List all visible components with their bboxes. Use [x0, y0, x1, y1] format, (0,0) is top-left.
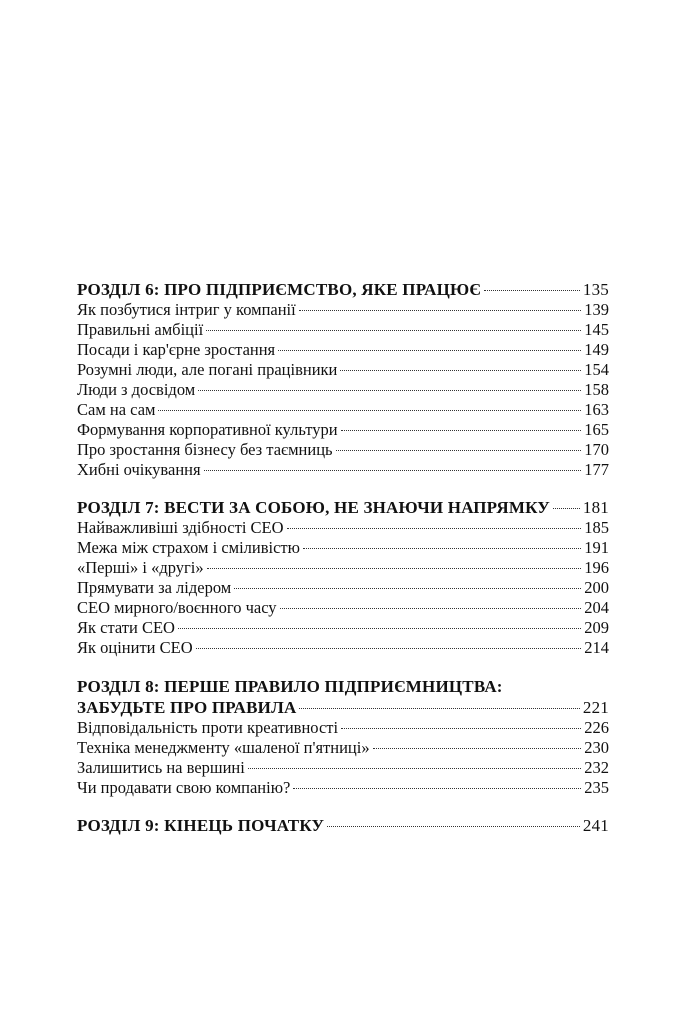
dot-leader: [207, 568, 582, 569]
page-number: 177: [584, 460, 609, 479]
page-number: 145: [584, 320, 609, 339]
table-of-contents: [77, 280, 609, 854]
chapter-heading: [77, 816, 609, 836]
dot-leader: [158, 410, 581, 411]
toc-entry: [77, 420, 609, 440]
chapter-heading-line-1: [77, 676, 609, 698]
page-number: 209: [584, 618, 609, 637]
page-number: 196: [584, 558, 609, 577]
entry-title: Розумні люди, але погані працівники: [77, 360, 338, 379]
toc-entry: [77, 558, 609, 578]
chapter-heading: [77, 698, 609, 718]
toc-entry: [77, 300, 609, 320]
section-chapter-6: [77, 280, 609, 480]
toc-entry: [77, 320, 609, 340]
entry-title: Як позбутися інтриг у компанії: [77, 300, 296, 319]
page-number: 149: [584, 340, 609, 359]
toc-entry: [77, 460, 609, 480]
entry-title: Люди з досвідом: [77, 380, 196, 399]
page-number: 185: [584, 518, 609, 537]
toc-entry: [77, 618, 609, 638]
dot-leader: [204, 470, 582, 471]
dot-leader: [340, 370, 581, 371]
page-number: 158: [584, 380, 609, 399]
dot-leader: [303, 548, 581, 549]
chapter-heading: [77, 498, 609, 518]
dot-leader: [341, 728, 581, 729]
page-number: 230: [584, 738, 609, 757]
chapter-title-first-line: РОЗДІЛ 8: ПЕРШЕ ПРАВИЛО ПІДПРИЄМНИЦТВА:: [77, 677, 503, 696]
entry-title: Формування корпоративної культури: [77, 420, 338, 439]
entry-title: Про зростання бізнесу без таємниць: [77, 440, 333, 459]
dot-leader: [178, 628, 581, 629]
dot-leader: [196, 648, 582, 649]
page-number: 214: [584, 638, 609, 657]
toc-entry: [77, 638, 609, 658]
page-number: 241: [582, 816, 609, 835]
entry-title: Як стати CEO: [77, 618, 175, 637]
entry-title: CEO мирного/воєнного часу: [77, 598, 277, 617]
toc-entry: [77, 538, 609, 558]
page-number: 165: [584, 420, 609, 439]
dot-leader: [287, 528, 582, 529]
entry-title: Хибні очікування: [77, 460, 201, 479]
toc-entry: [77, 360, 609, 380]
section-chapter-9: [77, 816, 609, 836]
dot-leader: [293, 788, 581, 789]
toc-entry: [77, 598, 609, 618]
entry-title: Техніка менеджменту «шаленої п'ятниці»: [77, 738, 370, 757]
toc-entry: [77, 718, 609, 738]
toc-entry: [77, 400, 609, 420]
dot-leader: [327, 826, 580, 827]
chapter-title: РОЗДІЛ 6: ПРО ПІДПРИЄМСТВО, ЯКЕ ПРАЦЮЄ: [77, 280, 482, 299]
dot-leader: [234, 588, 581, 589]
page-number: 170: [584, 440, 609, 459]
page-number: 232: [584, 758, 609, 777]
dot-leader: [336, 450, 582, 451]
page-number: 221: [582, 698, 609, 717]
toc-entry: [77, 380, 609, 400]
entry-title: Межа між страхом і сміливістю: [77, 538, 300, 557]
page-number: 204: [584, 598, 609, 617]
chapter-title: ЗАБУДЬТЕ ПРО ПРАВИЛА: [77, 698, 297, 717]
page-number: 181: [582, 498, 609, 517]
entry-title: Чи продавати свою компанію?: [77, 778, 291, 797]
page-number: 191: [584, 538, 609, 557]
entry-title: Залишитись на вершині: [77, 758, 245, 777]
dot-leader: [278, 350, 581, 351]
dot-leader: [373, 748, 582, 749]
dot-leader: [206, 330, 581, 331]
chapter-title: РОЗДІЛ 7: ВЕСТИ ЗА СОБОЮ, НЕ ЗНАЮЧИ НАПРЯМКУ: [77, 498, 550, 517]
dot-leader: [248, 768, 581, 769]
page-number: 200: [584, 578, 609, 597]
page-number: 235: [584, 778, 609, 797]
chapter-title: РОЗДІЛ 9: КІНЕЦЬ ПОЧАТКУ: [77, 816, 325, 835]
section-chapter-8: [77, 676, 609, 798]
page-number: 135: [582, 280, 609, 299]
entry-title: Найважливіші здібності CEO: [77, 518, 284, 537]
chapter-heading: [77, 280, 609, 300]
page-number: 139: [584, 300, 609, 319]
section-chapter-7: [77, 498, 609, 658]
page-number: 163: [584, 400, 609, 419]
toc-entry: [77, 340, 609, 360]
toc-entry: [77, 738, 609, 758]
toc-entry: [77, 440, 609, 460]
toc-entry: [77, 578, 609, 598]
toc-entry: [77, 758, 609, 778]
page-number: 226: [584, 718, 609, 737]
toc-entry: [77, 778, 609, 798]
entry-title: Посади і кар'єрне зростання: [77, 340, 276, 359]
dot-leader: [484, 290, 580, 291]
dot-leader: [280, 608, 582, 609]
entry-title: Прямувати за лідером: [77, 578, 232, 597]
entry-title: Правильні амбіції: [77, 320, 204, 339]
entry-title: Як оцінити CEO: [77, 638, 193, 657]
entry-title: Сам на сам: [77, 400, 156, 419]
entry-title: Відповідальність проти креативності: [77, 718, 339, 737]
dot-leader: [341, 430, 582, 431]
toc-entry: [77, 518, 609, 538]
page-number: 154: [584, 360, 609, 379]
dot-leader: [299, 708, 579, 709]
dot-leader: [553, 508, 580, 509]
dot-leader: [299, 310, 582, 311]
entry-title: «Перші» і «другі»: [77, 558, 204, 577]
dot-leader: [198, 390, 581, 391]
